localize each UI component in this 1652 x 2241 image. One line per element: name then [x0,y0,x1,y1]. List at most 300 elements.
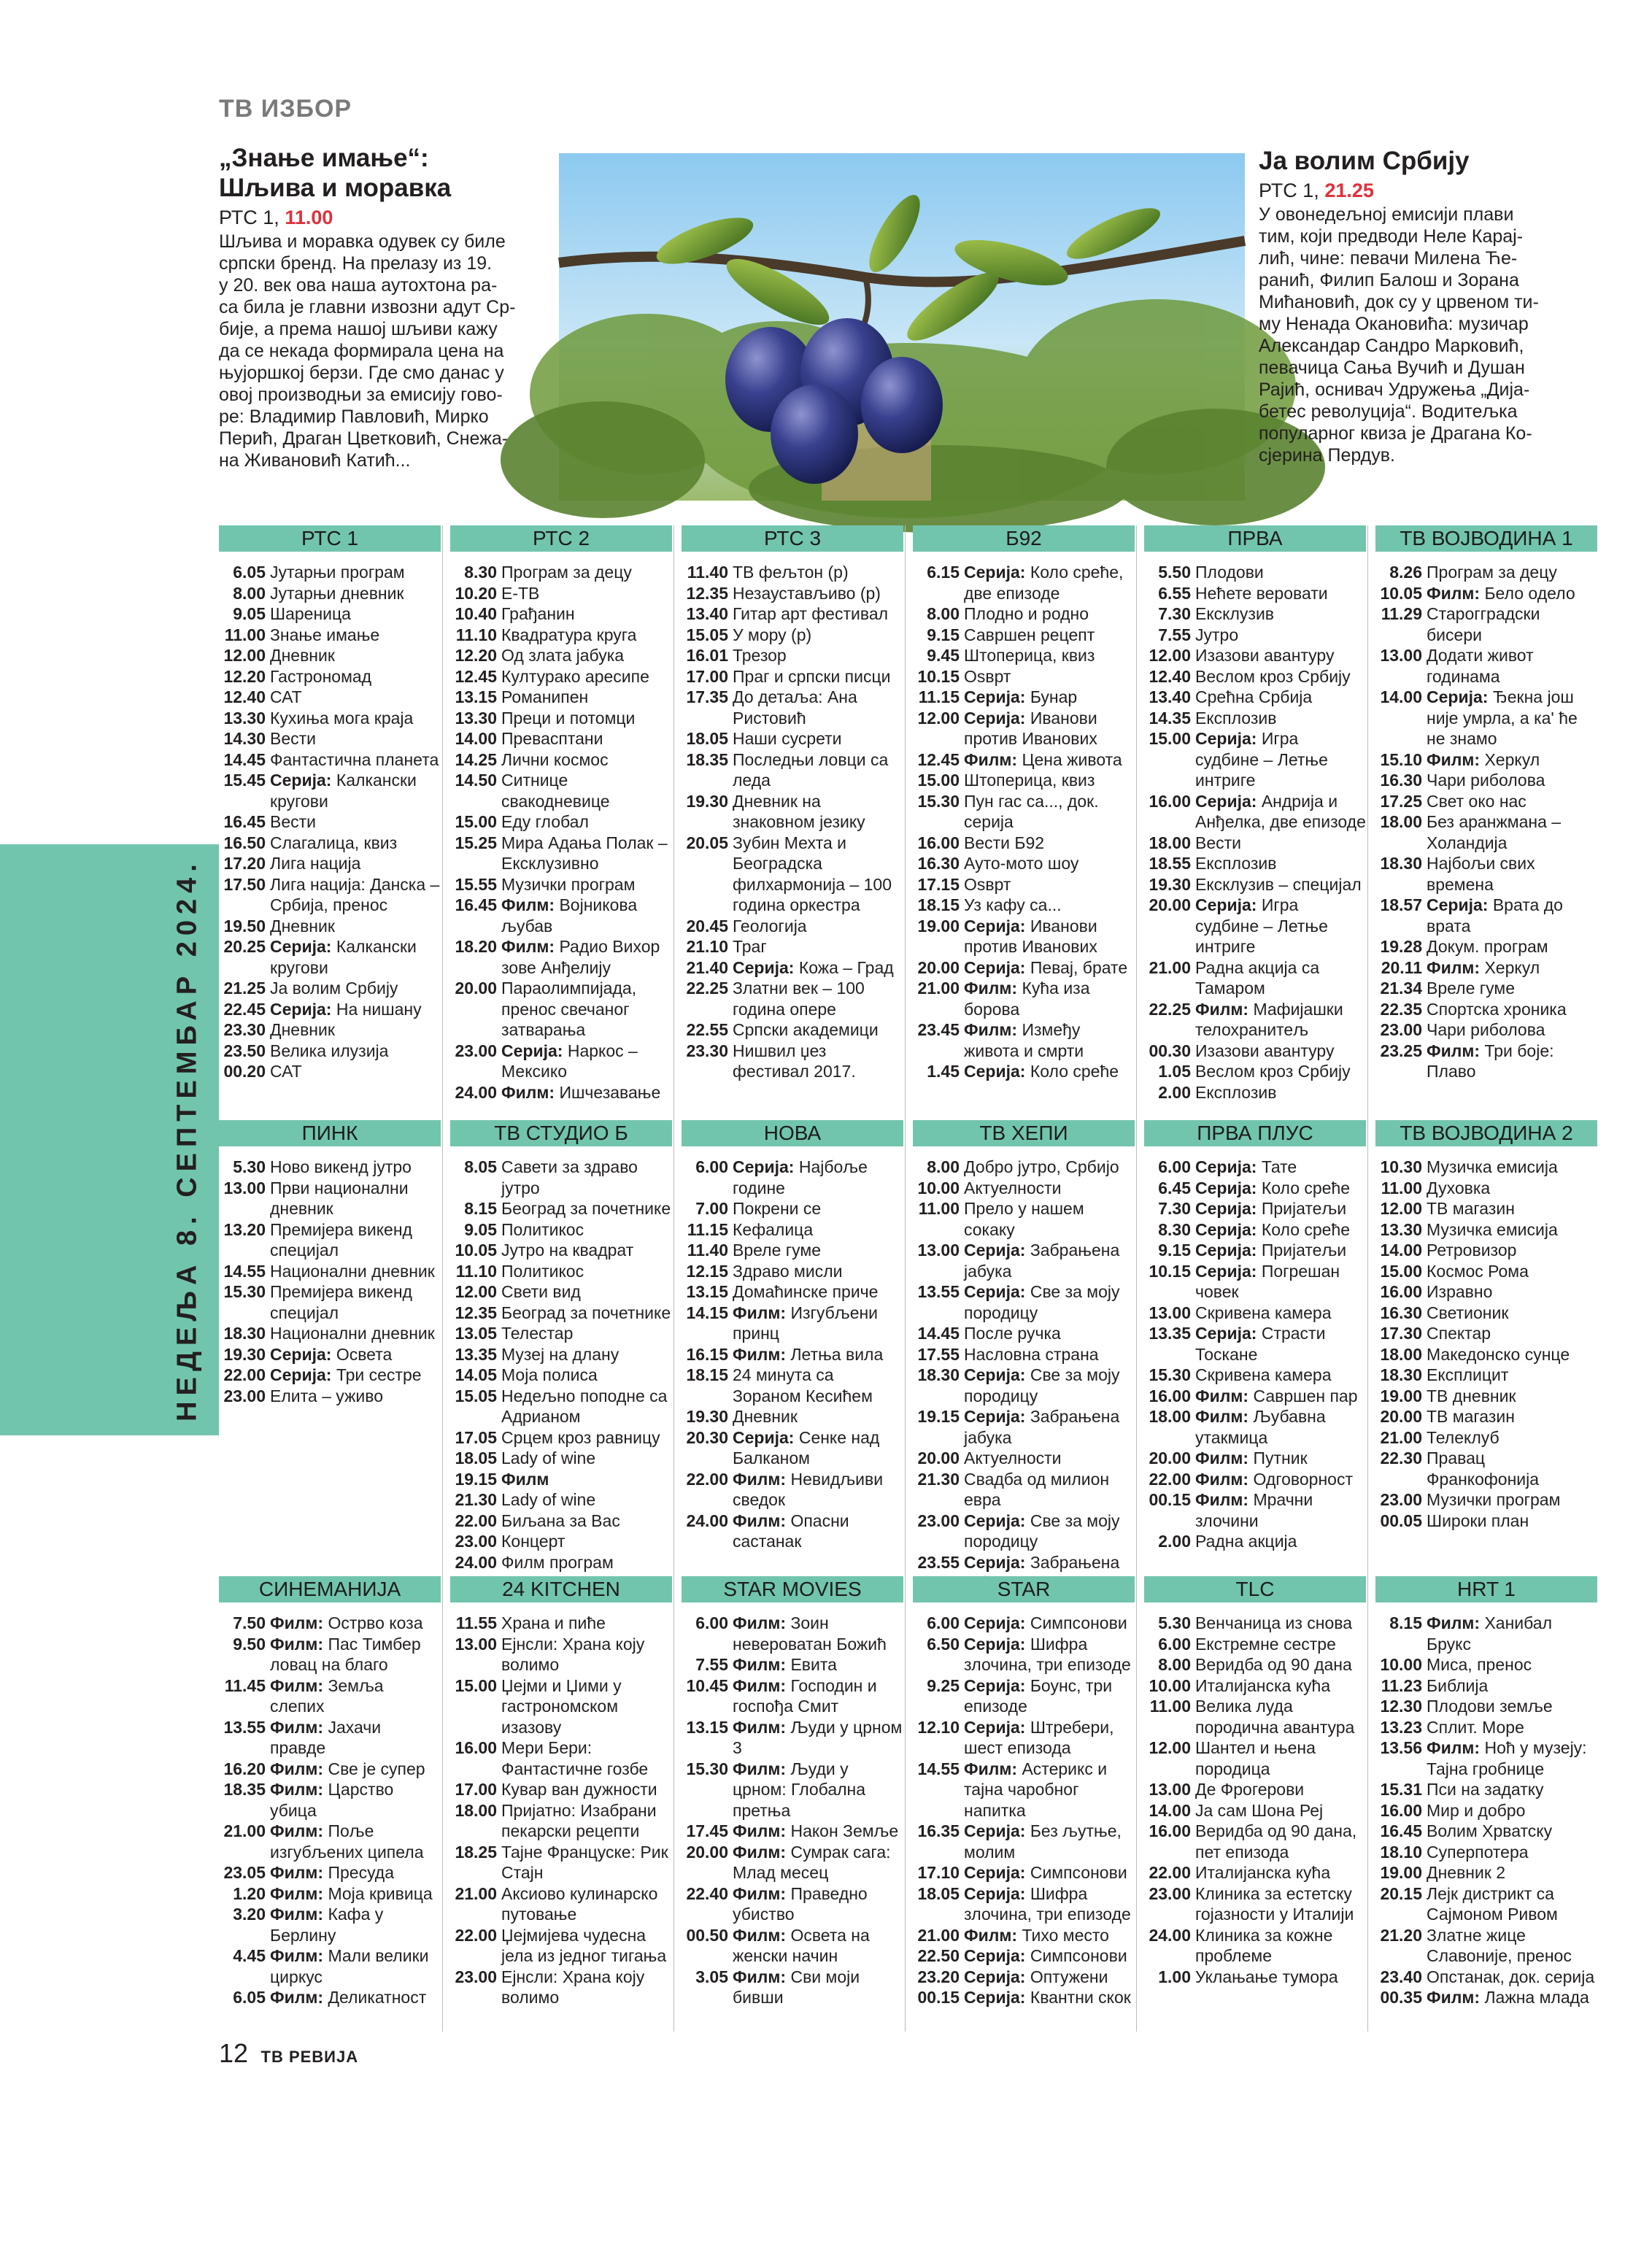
program-title [1427,645,1597,687]
program-row [1375,895,1597,936]
program-name: Кожа – Град [794,957,894,977]
program-row [1144,1448,1366,1469]
program-name: Андрија и Анђелка, две епизоде [1195,791,1366,831]
program-title [501,1925,672,1967]
program-row [913,874,1135,895]
program-name: Музички програм [501,874,636,894]
program-row [450,936,672,978]
program-time: 20.15 [1380,1883,1422,1903]
program-time: 18.25 [455,1842,497,1862]
program-row [1375,749,1597,771]
program-title [733,1427,903,1469]
program-time: 1.00 [1158,1967,1191,1986]
program-row [913,1675,1135,1717]
article-line: популарног квиза је Драгана Ко- [1259,423,1532,444]
program-title [1427,936,1597,957]
program-title [270,1157,441,1178]
program-title [501,1448,672,1469]
program-title [733,1219,903,1241]
program-row [1144,1675,1366,1697]
program-name: Национални дневник [270,1324,435,1343]
program-time: 12.00 [223,646,266,665]
program-row [219,1219,441,1261]
program-title [964,603,1135,625]
program-row [450,1634,672,1675]
program-row [450,1323,672,1344]
program-title [1195,833,1366,854]
program-title [964,562,1135,603]
program-title [1195,895,1366,957]
program-type: Серија: [1427,687,1489,706]
program-title [270,666,441,687]
program-name: Забрањена јабука [964,1407,1120,1447]
program-title [1195,853,1366,874]
program-time: 12.45 [917,749,960,769]
program-time: 11.29 [1381,604,1422,623]
program-time: 16.30 [1380,1303,1422,1322]
program-row [1144,1406,1366,1448]
program-title [501,1737,672,1779]
program-title [1427,1737,1597,1779]
program-time: 1.05 [1158,1062,1191,1081]
program-title [270,1987,441,2008]
program-time: 13.05 [455,1324,497,1343]
program-name: Веслом кроз Србију [1195,1062,1351,1081]
program-row [1375,1842,1597,1863]
program-row [219,978,441,999]
program-row [1375,1925,1597,1967]
program-title [270,645,441,666]
program-time: 4.45 [233,1946,266,1965]
program-type: Филм: [964,1020,1018,1039]
program-title [270,1675,441,1717]
program-row [913,1344,1135,1365]
program-name: Последњи ловци са леда [733,749,889,790]
program-type: Филм: [733,1883,787,1903]
program-time: 21.30 [455,1490,497,1509]
program-time: 16.20 [223,1759,266,1778]
program-name: Широки план [1427,1511,1529,1530]
channel-header: РТС 1 [219,525,441,552]
program-row [682,1303,903,1344]
program-row [219,1344,441,1365]
program-row [1144,1082,1366,1103]
program-title [1195,999,1366,1041]
program-time: 16.00 [1149,791,1191,811]
program-time: 00.15 [917,1988,960,2007]
program-row [1375,936,1597,957]
program-time: 12.35 [686,583,728,603]
program-row [450,833,672,874]
program-type: Филм: [501,937,555,956]
program-name: Опасни састанак [733,1511,849,1551]
program-name: Савети за здраво јутро [501,1157,638,1197]
program-name: Бунар [1025,687,1078,706]
program-time: 6.05 [233,563,266,582]
program-time: 13.00 [455,1634,497,1654]
program-row [1144,603,1366,625]
program-time: 8.30 [1158,1219,1191,1239]
program-title [501,625,672,646]
program-time: 12.00 [1380,1199,1422,1218]
program-name: Плодови земље [1427,1697,1553,1716]
program-name: Кухиња мога краја [270,708,414,728]
program-title [270,770,441,811]
program-title [733,1654,903,1675]
program-type: Филм: [270,1863,324,1882]
program-time: 21.00 [1380,1427,1422,1447]
program-row [450,1386,672,1427]
program-row [682,625,903,646]
program-time: 20.00 [686,1842,728,1862]
program-name: Дневник [270,1020,335,1039]
program-name: Ексклузив [1195,604,1275,623]
program-title [964,1448,1135,1469]
program-time: 1.20 [233,1883,266,1903]
program-title [1427,1041,1597,1082]
program-time: 5.30 [1158,1613,1191,1632]
program-row [219,1862,441,1883]
program-type: Серија: [1195,1241,1257,1260]
program-time: 10.40 [455,604,497,623]
channel-block [1144,525,1366,1102]
channel-header: НОВА [682,1120,903,1146]
program-time: 00.05 [1380,1511,1422,1530]
program-name: Мери Бери: Фантастичне гозбе [501,1738,649,1778]
program-row [682,583,903,604]
program-row [219,936,441,978]
program-row [450,1675,672,1738]
article-line: лић, чине: певачи Милена Ће- [1259,248,1518,269]
channel-block [219,525,441,1102]
program-row [1375,1448,1597,1489]
program-time: 14.50 [455,771,497,790]
program-row [913,1365,1135,1406]
program-title [1195,1531,1366,1552]
program-type: Филм: [964,1759,1018,1778]
article-right-channel: РТС 1, 21.25 [1259,180,1374,201]
program-time: 6.00 [1158,1634,1191,1654]
channel-header: ПИНК [219,1120,441,1146]
program-title [1427,583,1597,604]
program-title [964,1883,1135,1925]
program-name: Шифра злочина, три епизоде [964,1634,1131,1674]
channel-header: ПРВА ПЛУС [1144,1120,1366,1146]
program-time: 12.20 [455,646,497,665]
program-name: Врелe гуме [733,1241,821,1260]
program-row [219,562,441,583]
channel-header: STAR [913,1576,1135,1602]
program-row [682,1198,903,1219]
program-title [1195,1800,1366,1821]
program-time: 23.45 [917,1020,960,1039]
program-name: Сви моји бивши [733,1967,860,2007]
channel-header: ТВ ВОЈВОДИНА 1 [1375,525,1597,552]
program-title [1427,1654,1597,1675]
program-title [964,645,1135,666]
program-title [733,1842,903,1883]
program-row [219,666,441,687]
program-name: Ауто-мото шоу [964,854,1079,873]
program-title [733,957,903,979]
program-type: Серија: [964,1675,1026,1695]
program-time: 16.00 [1149,1386,1191,1405]
channel-block [450,525,672,1102]
program-title [1195,957,1366,999]
program-type: Филм: [733,1655,787,1674]
program-time: 16.30 [1380,771,1422,790]
program-time: 9.45 [927,646,960,665]
program-title [1427,1883,1597,1925]
program-type: Филм: [1195,1469,1249,1489]
program-time: 19.30 [686,1407,728,1426]
program-row [1375,603,1597,645]
program-title [1427,853,1597,895]
program-title [1195,1219,1366,1241]
program-name: Тајне Француске: Рик Стајн [501,1842,668,1882]
program-time: 11.15 [918,687,960,706]
program-row [1144,687,1366,708]
program-row [1375,1613,1597,1654]
program-name: Мали велики циркус [270,1946,429,1986]
program-time: 21.25 [223,979,266,998]
program-name: Де Фрогерови [1195,1780,1305,1799]
program-name: Коло среће [1257,1219,1351,1239]
program-name: Lady of wine [501,1490,596,1509]
program-time: 17.55 [917,1344,960,1364]
program-time: 12.15 [686,1261,728,1281]
program-title [270,1019,441,1041]
program-title [1195,1883,1366,1925]
program-name: Пријатно: Изабрани пекарски рецепти [501,1800,657,1840]
program-time: 21.40 [686,957,728,977]
program-name: Актуелности [964,1449,1062,1467]
program-name: Свадба од милион евра [964,1469,1110,1509]
program-title [733,1240,903,1261]
program-row [1375,1365,1597,1386]
program-type: Филм: [1427,749,1481,769]
program-title [1427,1821,1597,1842]
program-name: Београд за почетнике [501,1199,671,1218]
program-title [964,1198,1135,1240]
program-title [1195,1198,1366,1219]
program-title [964,1862,1135,1883]
program-row [913,978,1135,1019]
program-title [733,562,903,583]
program-name: Коло среће [1257,1178,1351,1197]
program-row [682,1925,903,1967]
program-row [1375,1323,1597,1344]
program-time: 17.45 [686,1821,728,1840]
channel-block [1144,1576,1366,2029]
program-title [1195,583,1366,604]
program-title [1195,1925,1366,1967]
program-name: Вести Б92 [964,833,1045,852]
program-row [1144,708,1366,729]
program-title [270,1862,441,1883]
program-title [1427,1365,1597,1386]
program-time: 12.40 [223,687,266,706]
program-name: Ејнсли: Храна коју волимо [501,1967,645,2007]
program-time: 8.00 [927,604,960,623]
program-row [450,1344,672,1365]
program-name: Клиника за естетску гојазности у Италији [1195,1883,1354,1924]
program-name: Јутарњи дневник [270,583,404,603]
program-title [964,666,1135,687]
program-title [270,1904,441,1945]
program-title [270,625,441,646]
program-name: Политикос [501,1219,584,1239]
channel-header: TLC [1144,1576,1366,1602]
program-name: Херкул [1480,957,1540,977]
program-title [501,1634,672,1675]
program-name: Јахачи правде [270,1717,382,1757]
program-title [733,749,903,791]
program-name: Људи у црном: Глобална претња [733,1759,866,1820]
program-name: Квантни скок [1025,1988,1131,2007]
program-time: 18.35 [686,749,728,769]
program-time: 6.15 [927,563,960,582]
program-title [733,1821,903,1842]
program-name: Ђекна још није умрла, а ка' ће не знамо [1427,687,1578,748]
channel-header: ТВ ХЕПИ [913,1120,1135,1146]
program-name: Шареница [270,604,351,623]
program-name: Најбоље године [733,1157,868,1197]
program-row [913,770,1135,791]
program-time: 13.30 [223,708,266,728]
program-title [1195,1061,1366,1082]
program-title [501,708,672,729]
program-row [450,1041,672,1082]
program-name: Нећете веровати [1195,583,1328,603]
program-time: 24.00 [455,1552,497,1572]
program-name: Игра судбине – Летње интриге [1195,895,1328,956]
program-type: Филм: [270,1634,324,1654]
program-title [964,1967,1135,1988]
program-name: Ноћ у музеју: Тајна гробнице [1427,1738,1587,1778]
program-time: 15.55 [455,874,497,894]
program-time: 8.26 [1389,563,1422,582]
program-row [1144,1613,1366,1634]
program-time: 16.45 [1380,1821,1422,1840]
program-row [913,666,1135,687]
program-title [501,1842,672,1883]
program-name: Мир и добро [1427,1800,1526,1820]
program-time: 21.00 [455,1883,497,1903]
program-time: 10.30 [1380,1157,1422,1176]
channel-header: СИНЕМАНИЈА [219,1576,441,1602]
program-row [682,1240,903,1261]
program-name: Знање имање [270,625,380,644]
program-name: Покрени се [733,1199,822,1218]
article-line: сјерина Пердув. [1259,445,1395,466]
program-name: Поље изгубљених ципела [270,1821,424,1862]
program-name: Насловна страна [964,1344,1099,1364]
program-name: Изазови авантуру [1195,1041,1335,1060]
program-name: Иванови против Иванових [964,916,1097,956]
program-name: Након Земље [786,1821,899,1840]
program-time: 17.10 [917,1863,960,1882]
program-title [270,708,441,729]
program-title [1427,895,1597,936]
program-row [219,625,441,646]
program-row [450,687,672,708]
program-time: 11.00 [1149,1697,1191,1716]
program-title [501,811,672,833]
program-title [1195,708,1366,729]
program-row [1144,874,1366,895]
program-title [501,562,672,583]
program-time: 14.00 [1380,1241,1422,1260]
program-row [913,895,1135,916]
program-row [219,687,441,708]
program-name: Филм програм [501,1552,614,1572]
program-row [682,1261,903,1282]
program-name: Симпсонови [1025,1613,1127,1632]
program-time: 22.00 [1149,1469,1191,1489]
program-title [1427,1261,1597,1282]
program-row [1144,1041,1366,1062]
program-time: 21.00 [917,979,960,998]
program-name: Веридба од 90 дана [1195,1655,1352,1674]
program-title [964,1157,1135,1178]
program-row [450,1531,672,1552]
program-name: У мору (р) [733,625,812,644]
program-time: 8.00 [233,583,266,603]
program-row [1144,1634,1366,1655]
program-title [1195,687,1366,708]
program-type: Филм: [270,1613,324,1632]
program-row [1375,791,1597,812]
program-row [682,1842,903,1883]
program-title [501,770,672,811]
program-type: Филм: [1427,1988,1481,2007]
program-row [913,957,1135,979]
program-title [270,687,441,708]
program-time: 18.30 [917,1365,960,1384]
program-time: 8.05 [464,1157,497,1176]
program-name: Аксиово кулинарско путовање [501,1883,658,1924]
program-row [1375,1696,1597,1717]
program-row [682,1613,903,1654]
program-name: Опстанак, док. серија [1427,1967,1595,1986]
program-title [270,1945,441,1987]
program-row [219,1281,441,1323]
program-row [1375,1386,1597,1407]
program-title [964,1323,1135,1344]
program-title [964,874,1135,895]
program-title [1427,1427,1597,1449]
program-time: 7.50 [233,1613,266,1632]
program-type: Филм: [733,1759,787,1778]
program-time: 13.00 [917,1241,960,1260]
program-row [219,853,441,874]
program-name: Превасптани [501,729,603,748]
program-row [1144,1157,1366,1178]
program-name: Деликатност [323,1988,427,2007]
program-row [1375,999,1597,1020]
program-title [501,1531,672,1552]
program-time: 11.15 [687,1219,728,1239]
program-row [913,1759,1135,1821]
article-line: У овонедељној емисији плави [1259,204,1514,225]
program-row [913,1157,1135,1178]
channel-block [1375,1120,1597,1565]
program-name: ТВ магазин [1427,1407,1515,1426]
program-title [1195,1406,1366,1448]
program-row [913,853,1135,874]
program-name: Елита – уживо [270,1386,383,1405]
